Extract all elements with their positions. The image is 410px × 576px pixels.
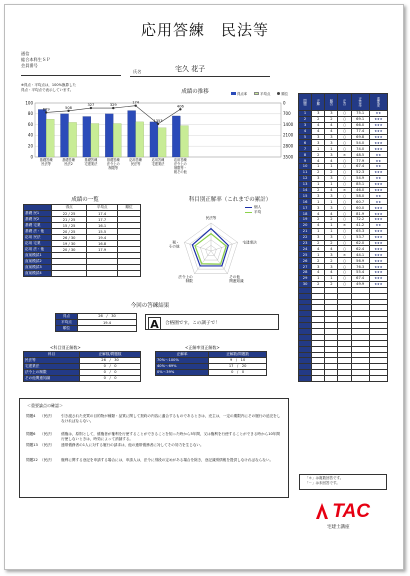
- x-category-label: 宅建業法: [84, 162, 98, 166]
- radar-axis-label: 税・: [172, 240, 180, 245]
- result-table: [55, 313, 137, 332]
- rank-point: [157, 123, 159, 125]
- radar-axis-label: 宅建業法: [242, 240, 257, 245]
- bar-average: [180, 126, 188, 157]
- answer-row: 15 3 3 ○ 58.0 ★★: [299, 193, 388, 199]
- tac-logo: [313, 501, 370, 523]
- summary-row: 直前模試1: [24, 253, 141, 259]
- x-category-label: 法令上の: [106, 162, 120, 166]
- answer-header: 問題: [299, 94, 312, 111]
- radar-axis-label: その他: [229, 275, 241, 280]
- summary-title: 成績の一覧: [71, 197, 99, 203]
- answer-header: 正答率: [351, 94, 369, 111]
- bar-score: [172, 116, 180, 157]
- answer-row: 5 3 3 ○ 69.8 ★★★: [299, 134, 388, 140]
- subject_table-row: 法令上の制限 0 / 0: [24, 370, 141, 376]
- rank-label: 609: [42, 107, 50, 112]
- legend-item-avg: 平均点: [254, 91, 270, 96]
- score-report-sheet: [4, 4, 404, 570]
- radar-spoke: [211, 242, 238, 251]
- rank-label: 329: [109, 103, 117, 108]
- x-category-label: 基礎答練: [62, 158, 75, 162]
- flame-icon: [313, 501, 331, 521]
- x-category-label: 法令上の: [173, 162, 187, 166]
- answer-row: 19 2 2 ○ 72.2 ★★★: [299, 217, 388, 223]
- x-category-label: 制限等・: [173, 166, 187, 170]
- y-tick-right: 1400: [283, 121, 294, 127]
- x-category-label: 民法2: [64, 162, 73, 166]
- key-point-item: 問題13 （民法） 連帯債務者の1人に対する履行の請求は，他の連帯債務者に対してその効力を生じない。: [26, 443, 204, 447]
- y-tick-left: 100: [25, 100, 33, 106]
- answer-row: 28 4 4 ○ 55.4 ★★★: [299, 270, 388, 276]
- summary-header: 得点: [52, 205, 87, 211]
- summary-header: 平均点: [87, 205, 118, 211]
- answer-row: 18 4 4 ○ 81.9 ★★★: [299, 211, 388, 217]
- y-tick-left: 40: [27, 132, 33, 138]
- radar-legend-average: 平均: [245, 210, 261, 215]
- rank-value: [78, 326, 137, 332]
- radar-axis-label: 民法等: [205, 216, 217, 220]
- answer-row: 30 2 2 ○ 49.9 ★★★: [299, 281, 388, 287]
- subject_table-row: 民法等 26 / 30: [24, 358, 141, 364]
- subject_table-row: その他関連知識 0 / 0: [24, 376, 141, 382]
- answer-row: 14 2 4 × 46.0 ★★★: [299, 187, 388, 193]
- x-category-label: 宅建業法: [151, 162, 165, 166]
- legend-item-score: 得点率: [231, 91, 247, 96]
- bar-score: [38, 109, 46, 157]
- y-tick-left: 20: [27, 143, 33, 149]
- answer-row: 9 4 4 ○ 77.9 ★★: [299, 158, 388, 164]
- answer-row: 24 4 4 ○ 62.4 ★★★: [299, 246, 388, 252]
- rank-label: 順位: [56, 326, 78, 332]
- school-name: 宅建士講座: [327, 525, 350, 530]
- subject-table: 科目 正解数/問題数 民法等 26 / 30 宅建業法 0 / 0 法令上の制限 0 / 0 その他関連知識 0 / 0: [23, 351, 141, 382]
- radar-axis-label: 関連知識: [229, 279, 244, 284]
- x-category-label: 基礎答練: [106, 158, 120, 162]
- rank-label: 1353: [153, 118, 163, 123]
- x-category-label: 民法等: [41, 162, 51, 166]
- student-name: 宅久 花子: [175, 65, 206, 73]
- rate_table-row: 0%～39% 0 / 0: [156, 370, 267, 376]
- x-category-label: 基礎答練: [39, 158, 53, 162]
- bar-average: [158, 128, 166, 157]
- result-title: 今回の答練結果: [130, 303, 170, 309]
- summary-row: 直前模試2: [24, 259, 141, 265]
- answer-header: 正解: [312, 94, 325, 111]
- radar-axis-label: その他: [168, 244, 180, 249]
- bar-average: [46, 119, 54, 157]
- rank-point: [90, 107, 92, 109]
- trend-chart: [19, 97, 301, 183]
- summary-row: 直前模試3: [24, 265, 141, 271]
- report-title: 応用答練 民法等: [140, 21, 269, 39]
- rank-point: [179, 108, 181, 110]
- course-label: 通信: [21, 51, 30, 56]
- key-point-item: 問題6 （民法） 債権は，原則として，債権者が権利を行使することができることを知った時から5年間，又は権利を行使することができる時から10年間行使しないときは，時効によって消滅する。: [26, 432, 280, 442]
- rate-table: 正解率 正解数/問題数 70%～100% 9 / 10 40%～69% 17 / 20 0%～39% 0 / 0: [155, 351, 267, 376]
- summary-row: 基礎 法・他 20 / 25 15.5: [24, 229, 141, 235]
- name-underline: [130, 76, 270, 77]
- avg-value: 19.4: [78, 320, 137, 326]
- answer-row: 12 3 3 ○ 54.9 ★★: [299, 175, 388, 181]
- summary-table: [23, 204, 141, 277]
- summary-header: 順位: [118, 205, 141, 211]
- answer-footnote: 「＊」は複数回答です。 「－」は未回答です。: [299, 474, 387, 490]
- y-tick-right: 2800: [283, 143, 294, 149]
- y-tick-left: 60: [27, 121, 33, 127]
- answer-row: 13 1 1 ○ 85.1 ★★★: [299, 181, 388, 187]
- x-category-label: 制限等: [108, 166, 119, 170]
- answer-row: 3 4 4 ○ 66.0 ★★★: [299, 122, 388, 128]
- rank-label: 174: [132, 100, 140, 105]
- x-category-label: 応用答練: [129, 158, 143, 162]
- rank-point: [112, 107, 114, 109]
- y-tick-right: 2100: [283, 132, 294, 138]
- rank-label: 406: [176, 104, 184, 109]
- radar-axis-label: 法令上の: [178, 275, 193, 280]
- summary-row: 応用 民法 26 / 30 19.4: [24, 235, 141, 241]
- summary-row: 基礎 宅業 15 / 25 16.1: [24, 223, 141, 229]
- rank-label: 327: [87, 103, 95, 108]
- score-value: 26 / 30: [78, 314, 137, 320]
- grade-letter: A: [148, 317, 161, 330]
- chart-note: ※得点・平均点は，100%換算した 得点・平均点で表示しています。: [21, 83, 76, 92]
- avg-label: 平均点: [56, 320, 78, 326]
- answer-row: 8 2 3 × 48.5 ★★: [299, 152, 388, 158]
- answer-row: 11 2 2 ○ 52.3 ★★★: [299, 169, 388, 175]
- y-tick-right: 0: [283, 100, 286, 106]
- bar-score: [60, 114, 68, 157]
- summary-row: 応用 法・他 20 / 30 17.9: [24, 247, 141, 253]
- x-category-label: 税その他: [173, 170, 187, 174]
- answer-row: 27 3 3 ○ 76.3 ★★★: [299, 264, 388, 270]
- legend-item-rank: 順位: [277, 91, 288, 96]
- answer-header: 重要度: [369, 94, 387, 111]
- trend-legend: [231, 91, 288, 96]
- bar-average: [113, 124, 121, 157]
- summary-row: 応用 宅業 19 / 30 16.8: [24, 241, 141, 247]
- answer-row: 7 1 1 ○ 74.0 ★★★: [299, 146, 388, 152]
- answer-row: 16 1 1 ○ 60.7 ★★: [299, 199, 388, 205]
- radar-spoke: [195, 251, 211, 274]
- answer-row-empty: [299, 376, 388, 382]
- key-points-box: [19, 398, 289, 498]
- bar-score: [150, 122, 158, 157]
- bar-average: [69, 122, 77, 157]
- answer-row: 6 3 3 ○ 54.0 ★★★: [299, 140, 388, 146]
- rank-point: [134, 104, 136, 106]
- radar-title: 科目別正解率（これまでの累計）: [188, 197, 272, 203]
- answer-row: 23 2 2 ○ 62.0 ★★★: [299, 240, 388, 246]
- answer-row: 21 1 1 ○ 65.3 ★★★: [299, 228, 388, 234]
- y-tick-left: 80: [27, 111, 33, 117]
- bar-score: [105, 114, 113, 157]
- student-meta: [21, 51, 50, 69]
- member-number-line: [21, 75, 121, 76]
- x-category-label: 基礎答練: [84, 158, 98, 162]
- key-points-title: ＜重要論点の確認＞: [27, 403, 63, 408]
- x-category-label: 応用答練: [173, 158, 187, 162]
- answer-row: 26 2 2 ○ 56.9 ★★★: [299, 258, 388, 264]
- radar-axis-label: 制限: [185, 279, 193, 284]
- subject_table-row: 宅建業法 0 / 0: [24, 364, 141, 370]
- trend-chart-title: 成績の推移: [181, 89, 209, 95]
- tac-logo-text: TAC: [332, 501, 370, 522]
- summary-row: 直前模試4: [24, 271, 141, 277]
- bar-score: [83, 117, 91, 158]
- y-tick-right: 3500: [283, 154, 294, 160]
- answer-row: 4 4 4 ○ 77.4 ★★★: [299, 128, 388, 134]
- name-label: 氏名: [133, 69, 142, 74]
- summary-row: 基礎 民2 21 / 25 17.7: [24, 217, 141, 223]
- bar-score: [128, 111, 136, 157]
- answer-row: 2 2 2 ○ 69.1 ★★★: [299, 116, 388, 122]
- y-tick-left: 0: [30, 154, 33, 160]
- rate_table-row: 40%～69% 17 / 20: [156, 364, 267, 370]
- answer-header: 正否: [338, 94, 351, 111]
- answer-row: 25 1 3 × 44.1 ★★★: [299, 252, 388, 258]
- radar-legend-personal: 個人: [245, 205, 261, 210]
- member-number-label: 会員番号: [21, 63, 38, 68]
- rank-point: [67, 110, 69, 112]
- key-point-item: 問題4 （民法） 引き渡された売買の目的物が種類・品質に関して契約の内容に適合するものであるときは，売主は，一定の期限内にその履行の追完をしなければならない。: [26, 414, 281, 424]
- answer-row: 22 3 3 ○ 53.7 ★★★: [299, 234, 388, 240]
- rank-point: [45, 111, 47, 113]
- key-point-item: 問題22 （民法） 権利に関する登記を申請する場合には，申請人は，法令に別段の定めがある場合を除き，登記識別情報を提供しなければならない。: [26, 458, 274, 462]
- bar-average: [136, 122, 144, 157]
- bar-average: [91, 124, 99, 157]
- y-tick-right: 700: [283, 111, 291, 117]
- answer-row: 10 1 1 ○ 67.4 ★★: [299, 164, 388, 170]
- x-category-label: 応用答練: [151, 158, 165, 162]
- radar-chart: [155, 205, 295, 297]
- grade-box: [145, 314, 279, 330]
- score-label: 得点: [56, 314, 78, 320]
- class-label: 総合本科生ＳＰ: [21, 57, 51, 62]
- grade-message: 合格圏です。この調子で！: [165, 321, 220, 326]
- answer-row: 1 3 3 ○ 75.1 ★★: [299, 111, 388, 117]
- subject-table-title: <科目別正解数>: [50, 345, 81, 350]
- answer-table: [298, 93, 388, 382]
- answer-row: 17 3 3 ○ 60.0 ★★★: [299, 205, 388, 211]
- x-category-label: 民法等: [130, 162, 141, 166]
- answer-row: 29 1 1 ○ 67.4 ★★★: [299, 275, 388, 281]
- answer-header: 解答: [325, 94, 338, 111]
- summary-row: 基礎 民1 22 / 25 17.4: [24, 211, 141, 217]
- answer-row: 20 4 1 × 41.2 ★★: [299, 222, 388, 228]
- rank-label: 508: [65, 105, 72, 110]
- rate-table-title: <正解率別正解数>: [185, 345, 220, 350]
- rate_table-row: 70%～100% 9 / 10: [156, 358, 267, 364]
